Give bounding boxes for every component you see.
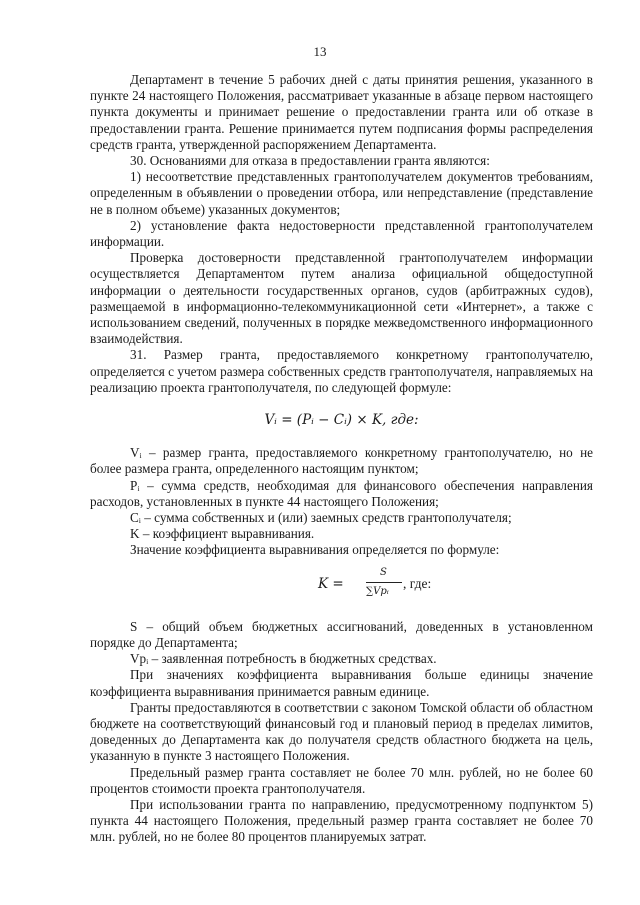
formula-tail: , где: — [403, 575, 432, 591]
grant-size-formula: Vᵢ = (Pᵢ − Cᵢ) × K, где: — [264, 412, 419, 429]
paragraph: Предельный размер гранта составляет не более 70 млн. рублей, но не более 60 процентов стоимости проекта грантополучателя. — [90, 764, 593, 796]
document-body — [90, 72, 593, 846]
formula-lhs: K = — [318, 575, 344, 592]
paragraph: Значение коэффициента выравнивания определяется по формуле: — [130, 542, 500, 558]
coefficient-formula — [90, 565, 593, 609]
paragraph: Pᵢ – сумма средств, необходимая для финансового обеспечения направления расходов, установленных в пункте 44 настоящего Положения; — [90, 477, 593, 509]
paragraph: Vpᵢ – заявленная потребность в бюджетных средствах. — [130, 651, 437, 667]
paragraph: 2) установление факта недостоверности представленной грантополучателем информации. — [90, 217, 593, 250]
page-number: 13 — [313, 44, 327, 59]
formula-denominator: ∑Vpᵢ — [366, 585, 389, 597]
paragraph: 31. Размер гранта, предоставляемого конкретному грантополучателю, определяется с учетом размера собственных средств грантополучателя, направляемых на реализацию проекта грантополучателя, по следующей формуле: — [90, 347, 593, 395]
paragraph: При использовании гранта по направлению, предусмотренному подпунктом 5) пункта 44 настоящего Положения, предельный размер гранта составляет не более 70 млн. рублей, но не более 80 процентов планируемых затрат. — [90, 796, 593, 845]
paragraph: S – общий объем бюджетных ассигнований, доведенных в установленном порядке до Департамента; — [90, 618, 593, 650]
formula-numerator: S — [380, 566, 387, 578]
paragraph: K – коэффициент выравнивания. — [130, 526, 315, 542]
paragraph: Гранты предоставляются в соответствии с законом Томской области об областном бюджете на соответствующий финансовый год и плановый период в пределах лимитов, доведенных до Департамента как до получателя средств областного бюджета на цель, указанную в пункте 3 настоящего Положения. — [90, 699, 593, 764]
fraction-bar — [366, 582, 402, 583]
paragraph: При значениях коэффициента выравнивания больше единицы значение коэффициента выравнивания принимается равным единице. — [90, 667, 593, 699]
paragraph: Департамент в течение 5 рабочих дней с даты принятия решения, указанного в пункте 24 настоящего Положения, рассматривает указанные в абзаце первом настоящего пункта документы и принимает решение о предоставлении гранта или об отказе в предоставлении гранта. Решение принимается путем подписания формы распределения средств гранта, утвержденной распоряжением Департамента. — [90, 72, 593, 152]
paragraph: 30. Основаниями для отказа в предоставлении гранта являются: — [130, 153, 490, 169]
paragraph: Проверка достоверности представленной грантополучателем информации осуществляется Департаментом путем анализа официальной общедоступной информации о деятельности государственных органов, судов (арбитражных судов), размещаемой в информационно-телекоммуникационной сети «Интернет», а также с использованием сведений, полученных в порядке межведомственного информационного взаимодействия. — [90, 250, 593, 347]
paragraph: 1) несоответствие представленных грантополучателем документов требованиям, определенным в объявлении о проведении отбора, или непредставление (представление не в полном объеме) указанных документов; — [90, 169, 593, 217]
paragraph: Vᵢ – размер гранта, предоставляемого конкретному грантополучателю, но не более размера гранта, определенного настоящим пунктом; — [90, 445, 593, 477]
paragraph: Cᵢ – сумма собственных и (или) заемных средств грантополучателя; — [130, 510, 512, 526]
